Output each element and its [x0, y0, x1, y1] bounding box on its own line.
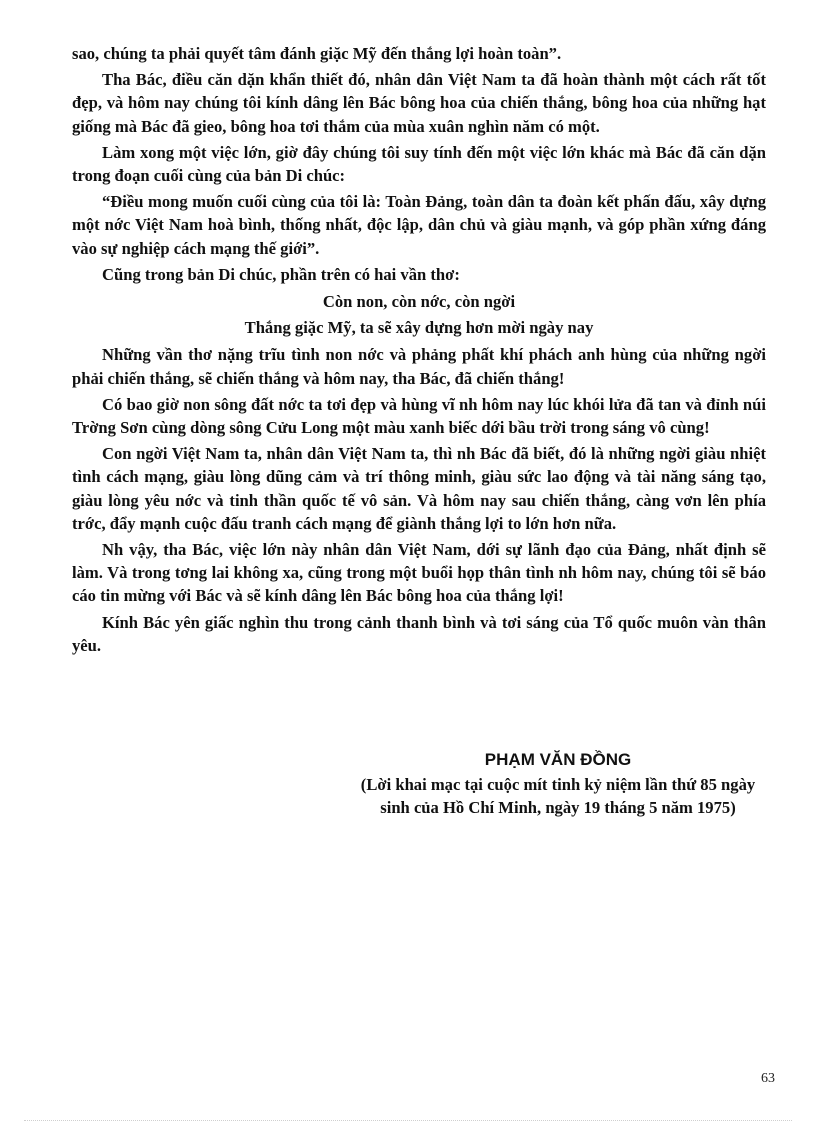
- author-name: PHẠM VĂN ĐỒNG: [484, 750, 632, 769]
- paragraph-continuation: sao, chúng ta phải quyết tâm đánh giặc Mỹ đến thắng lợi hoàn toàn”.: [72, 44, 562, 63]
- paragraph-country-beauty: Có bao giờ non sông đất nớc ta tơi đẹp và hùng vĩ nh hôm nay lúc khói lửa đã tan và đỉnh núi Trờng Sơn cùng dòng sông Cửu Long một màu xanh biếc dới bầu trời trong sáng vô cùng!: [72, 394, 766, 438]
- signature-block: [348, 749, 768, 819]
- verse-line: Thắng giặc Mỹ, ta sẽ xây dựng hơn mời ngày nay: [244, 318, 594, 338]
- paragraph-verse-meaning: Những vần thơ nặng trĩu tình non nớc và phảng phất khí phách anh hùng của những ngời phải chiến thắng, sẽ chiến thắng và hôm nay, tha Bác, đã chiến thắng!: [72, 345, 766, 388]
- paragraph-next-task: Làm xong một việc lớn, giờ đây chúng tôi suy tính đến một việc lớn khác mà Bác đã căn dặn trong đoạn cuối cùng của bản Di chúc:: [72, 142, 766, 186]
- paragraph-vietnamese-people: Con ngời Việt Nam ta, nhân dân Việt Nam ta, thì nh Bác đã biết, đó là những ngời giàu nhiệt tình cách mạng, giàu lòng dũng cảm và trí thông minh, giàu sức lao động và tài năng sáng tạo, giàu lòng yêu nớc và tinh thần quốc tế vô sản. Và hôm nay sau chiến thắng, càng vơn lên phía trớc, đẩy mạnh cuộc đấu tranh cách mạng để giành thắng lợi to lớn hơn nữa.: [72, 444, 766, 533]
- paragraph-verse-intro: Cũng trong bản Di chúc, phần trên có hai vần thơ:: [102, 264, 460, 284]
- verse-line: Còn non, còn nớc, còn ngời: [322, 292, 516, 312]
- page-number: 63: [761, 1071, 775, 1086]
- source-note: (Lời khai mạc tại cuộc mít tinh kỷ niệm lần thứ 85 ngày sinh của Hồ Chí Minh, ngày 19 tháng 5 năm 1975): [360, 775, 756, 817]
- paragraph-fulfilled-wish: Tha Bác, điều căn dặn khẩn thiết đó, nhân dân Việt Nam ta đã hoàn thành một cách rất tốt đẹp, và hôm nay chúng tôi kính dâng lên Bác bông hoa của chiến thắng, bông hoa của những hạt giống mà Bác đã gieo, bông hoa tơi thắm của mùa xuân nghìn năm có một.: [72, 70, 766, 136]
- paragraph-promise: Nh vậy, tha Bác, việc lớn này nhân dân Việt Nam, dới sự lãnh đạo của Đảng, nhất định sẽ làm. Và trong tơng lai không xa, cũng trong một buổi họp thân tình nh hôm nay, chúng tôi sẽ báo cáo tin mừng với Bác và sẽ kính dâng lên Bác bông hoa của thắng lợi!: [72, 540, 766, 606]
- body-text: [72, 42, 766, 660]
- footer-divider: [24, 1120, 792, 1121]
- paragraph-closing: Kính Bác yên giấc nghìn thu trong cảnh thanh bình và tơi sáng của Tổ quốc muôn vàn thân yêu.: [72, 612, 766, 655]
- paragraph-testament-quote: “Điều mong muốn cuối cùng của tôi là: Toàn Đảng, toàn dân ta đoàn kết phấn đấu, xây dựng một nớc Việt Nam hoà bình, thống nhất, độc lập, dân chủ và giàu mạnh, và góp phần xứng đáng vào sự nghiệp cách mạng thế giới”.: [72, 192, 766, 258]
